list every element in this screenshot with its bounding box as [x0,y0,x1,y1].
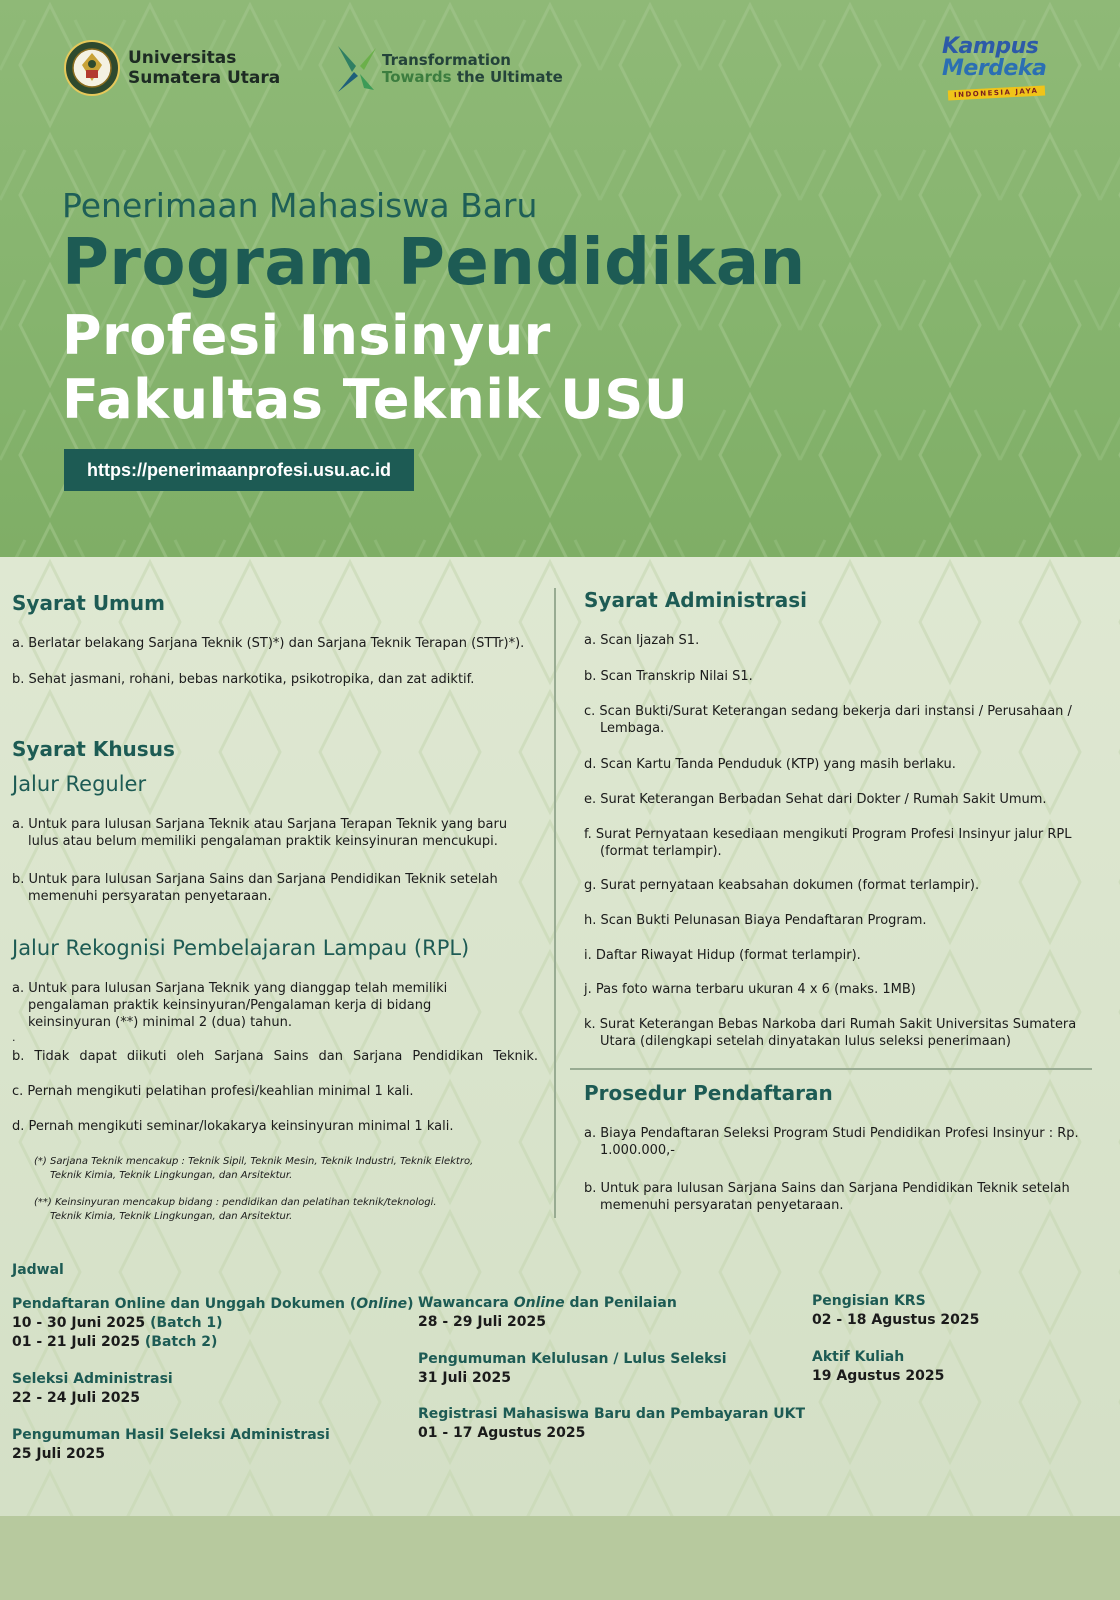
jadwal-aktif-kuliah: Aktif Kuliah 19 Agustus 2025 [812,1349,945,1384]
syarat-umum-heading: Syarat Umum [12,591,165,615]
syarat-adm-item-i: i. Daftar Riwayat Hidup (format terlampir). [584,948,861,963]
prosedur-item-b: b. Untuk para lulusan Sarjana Sains dan Sarjana Pendidikan Teknik setelah memenuhi persyaratan penyetaraan. [584,1181,1070,1213]
kampus-merdeka-line2: Merdeka [942,56,1047,81]
section-divider [570,1068,1092,1070]
syarat-khusus-heading: Syarat Khusus [12,737,175,761]
transformation-logo [334,42,563,96]
syarat-adm-item-e: e. Surat Keterangan Berbadan Sehat dari Dokter / Rumah Sakit Umum. [584,792,1047,807]
syarat-adm-item-c: c. Scan Bukti/Surat Keterangan sedang bekerja dari instansi / Perusahaan / Lembaga. [584,704,1072,736]
syarat-umum-item-b: b. Sehat jasmani, rohani, bebas narkotika, psikotropika, dan zat adiktif. [12,672,475,687]
jadwal-kelulusan: Pengumuman Kelulusan / Lulus Seleksi 31 Juli 2025 [418,1351,727,1386]
prosedur-pendaftaran-heading: Prosedur Pendaftaran [584,1081,833,1105]
footnote-sarjana-teknik: (*) Sarjana Teknik mencakup : Teknik Sipil, Teknik Mesin, Teknik Industri, Teknik Elektro, Teknik Kimia, Teknik Lingkungan, dan Arsitektur. [34,1156,474,1181]
registration-url-link[interactable]: https://penerimaanprofesi.usu.ac.id [64,449,414,491]
syarat-adm-item-f: f. Surat Pernyataan kesediaan mengikuti Program Profesi Insinyur jalur RPL (format terlampir). [584,827,1072,859]
tagline-line2-b: the Ultimate [451,68,563,86]
jadwal-registrasi: Registrasi Mahasiswa Baru dan Pembayaran UKT 01 - 17 Agustus 2025 [418,1406,806,1441]
header-banner [0,0,1120,557]
syarat-adm-item-b: b. Scan Transkrip Nilai S1. [584,669,753,684]
tagline-line2-a: Towards [382,68,452,86]
usu-name-line1: Universitas [128,48,237,68]
jalur-rpl-item-d: d. Pernah mengikuti seminar/lokakarya keinsinyuran minimal 1 kali. [12,1119,454,1134]
page-title-line1: Program Pendidikan [62,226,806,300]
jadwal-heading: Jadwal [12,1262,64,1278]
jadwal-seleksi-administrasi: Seleksi Administrasi 22 - 24 Juli 2025 [12,1371,173,1406]
page-title-line3: Fakultas Teknik USU [62,368,689,431]
kampus-merdeka-logo [942,36,1072,102]
jalur-rpl-heading: Jalur Rekognisi Pembelajaran Lampau (RPL) [12,936,470,960]
tagline-line1: Transformation [382,51,511,69]
syarat-adm-item-a: a. Scan Ijazah S1. [584,633,700,648]
syarat-administrasi-heading: Syarat Administrasi [584,588,807,612]
syarat-adm-item-k: k. Surat Keterangan Bebas Narkoba dari Rumah Sakit Universitas Sumatera Utara (dilengkapi setelah dinyatakan lulus seleksi penerimaan) [584,1017,1077,1049]
footer-band [0,1516,1120,1600]
jalur-rpl-item-a: a. Untuk para lulusan Sarjana Teknik yang dianggap telah memiliki pengalaman praktik keinsinyuran/Pengalaman kerja di bidang keinsinyuran (**) minimal 2 (dua) tahun. [12,981,448,1030]
kampus-merdeka-line1: Kampus [942,34,1039,59]
usu-seal-icon [64,40,120,96]
jadwal-wawancara: Wawancara Online dan Penilaian 28 - 29 Juli 2025 [418,1295,677,1330]
footnote-keinsinyuran: (**) Keinsinyuran mencakup bidang : pendidikan dan pelatihan teknik/teknologi. Teknik Kimia, Teknik Lingkungan, dan Arsitektur. [34,1197,437,1222]
jalur-reguler-heading: Jalur Reguler [12,772,147,796]
syarat-umum-item-a: a. Berlatar belakang Sarjana Teknik (ST)*) dan Sarjana Teknik Terapan (STTr)*). [12,636,525,651]
syarat-adm-item-j: j. Pas foto warna terbaru ukuran 4 x 6 (maks. 1MB) [584,982,916,997]
syarat-adm-item-h: h. Scan Bukti Pelunasan Biaya Pendaftaran Program. [584,913,927,928]
transformation-mark-icon [334,42,380,96]
usu-name-line2: Sumatera Utara [128,68,281,88]
jalur-rpl-item-c: c. Pernah mengikuti pelatihan profesi/keahlian minimal 1 kali. [12,1084,414,1099]
column-divider [554,588,556,1218]
usu-logo [64,40,280,96]
jadwal-pengisian-krs: Pengisian KRS 02 - 18 Agustus 2025 [812,1293,980,1328]
syarat-adm-item-d: d. Scan Kartu Tanda Penduduk (KTP) yang masih berlaku. [584,757,956,772]
jalur-rpl-item-b: b. Tidak dapat diikuti oleh Sarjana Sains dan Sarjana Pendidikan Teknik. [12,1049,538,1064]
stray-dot: . [12,1031,16,1044]
kampus-merdeka-badge: INDONESIA JAYA [948,85,1045,100]
jalur-reguler-item-b: b. Untuk para lulusan Sarjana Sains dan Sarjana Pendidikan Teknik setelah memenuhi persyaratan penyetaraan. [12,872,498,904]
jadwal-pengumuman-administrasi: Pengumuman Hasil Seleksi Administrasi 25 Juli 2025 [12,1427,330,1462]
jalur-reguler-item-a: a. Untuk para lulusan Sarjana Teknik atau Sarjana Terapan Teknik yang baru lulus atau belum memiliki pengalaman praktik keinsyinuran mencukupi. [12,817,508,849]
prosedur-item-a: a. Biaya Pendaftaran Seleksi Program Studi Pendidikan Profesi Insinyur : Rp. 1.000.000,- [584,1126,1079,1158]
page-title-line2: Profesi Insinyur [62,304,551,367]
jadwal-pendaftaran: Pendaftaran Online dan Unggah Dokumen (Online) 10 - 30 Juni 2025 (Batch 1) 01 - 21 Juli 2025 (Batch 2) [12,1296,414,1350]
syarat-adm-item-g: g. Surat pernyataan keabsahan dokumen (format terlampir). [584,878,980,893]
page-subtitle: Penerimaan Mahasiswa Baru [62,186,538,225]
